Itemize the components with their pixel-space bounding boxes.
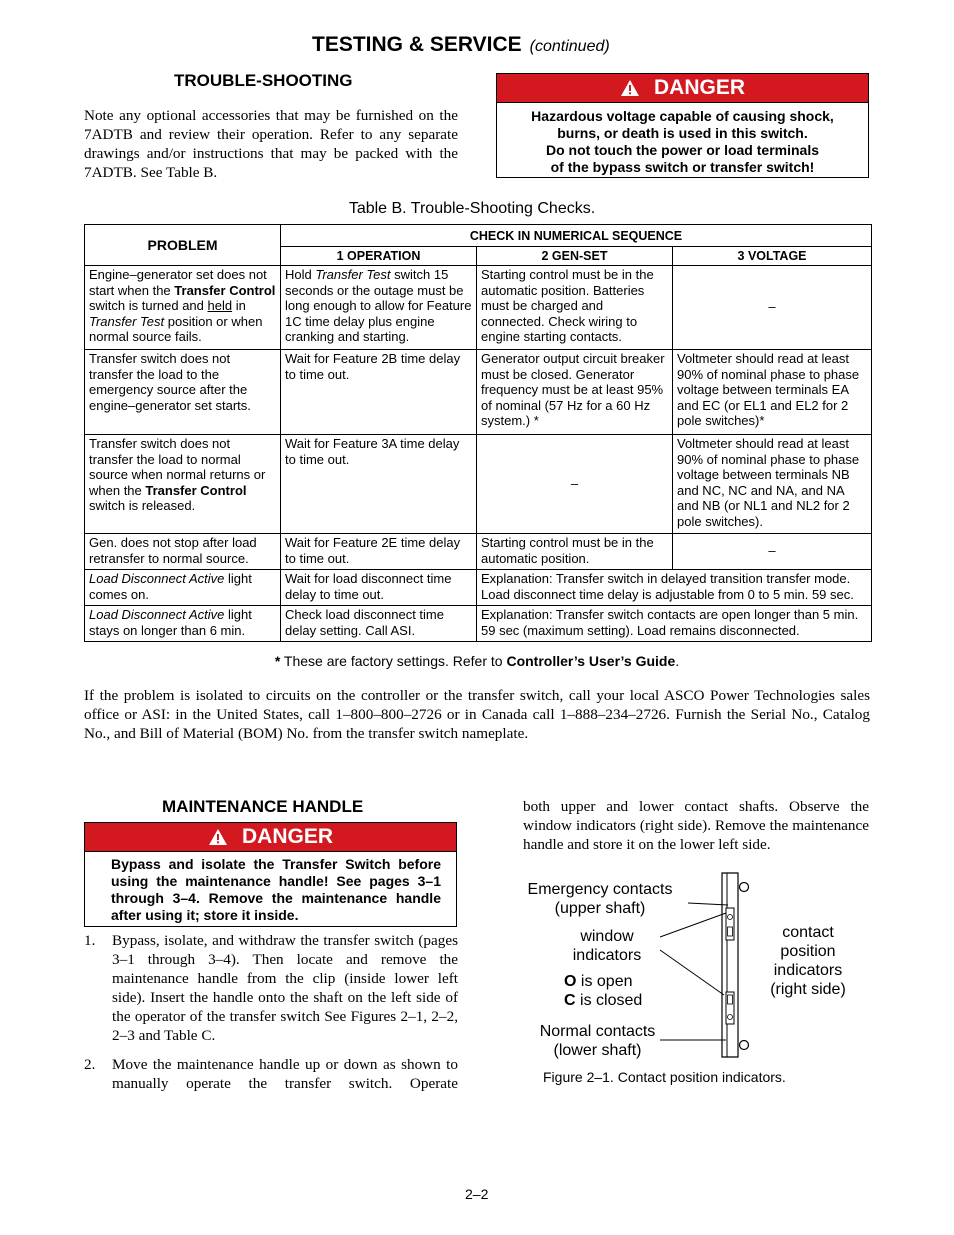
danger-text xyxy=(497,103,868,176)
header-voltage: 3 VOLTAGE xyxy=(673,247,872,266)
figure-caption: Figure 2–1. Contact position indicators. xyxy=(543,1069,786,1085)
cell-operation: Wait for Feature 2E time delay to time out. xyxy=(281,534,477,570)
cell-operation: Wait for load disconnect time delay to time out. xyxy=(281,570,477,606)
danger-line: Do not touch the power or load terminals xyxy=(545,142,819,158)
warning-icon xyxy=(620,79,640,97)
page-number: 2–2 xyxy=(465,1186,489,1202)
cell-voltage: – xyxy=(673,534,872,570)
header-check: CHECK IN NUMERICAL SEQUENCE xyxy=(281,225,872,247)
step-text: Bypass, isolate, and withdraw the transfer switch (pages 3–1 through 3–4). Then locate and remove the maintenance handle from the clip (inside lower left side). Insert the handle onto the shaft on the left side of the operator of the transfer switch See Figures 2–1, 2–2, 2–3 and Table C. xyxy=(112,932,458,1044)
danger-line: burns, or death is used in this switch. xyxy=(557,125,808,141)
cell-problem: Load Disconnect Active light comes on. xyxy=(85,570,281,606)
figure-contact-indicators xyxy=(500,865,880,1065)
cell-voltage: Voltmeter should read at least 90% of nominal phase to phase voltage between terminals EA and EC (or EL1 and EL2 for 2 pole switches)* xyxy=(673,350,872,435)
label-open-closed: O is open C is closed xyxy=(564,973,643,1009)
label-window-indicators: window indicators xyxy=(572,928,642,964)
step-2-continued: both upper and lower contact shafts. Observe the window indicators (right side). Remove the maintenance handle and store it on the lower left side. xyxy=(523,798,869,853)
step-2 xyxy=(84,1055,458,1093)
warning-icon xyxy=(208,828,228,846)
table-row xyxy=(85,534,872,570)
cell-genset: Starting control must be in the automatic position. xyxy=(477,534,673,570)
danger-header xyxy=(85,823,456,852)
cell-operation: Wait for Feature 2B time delay to time out. xyxy=(281,350,477,435)
step-1 xyxy=(84,931,458,1045)
cell-operation: Check load disconnect time delay setting. Call ASI. xyxy=(281,606,477,642)
step-text: Move the maintenance handle up or down as shown to manually operate the transfer switch. Operate xyxy=(112,1056,458,1092)
cell-problem: Transfer switch does not transfer the load to the emergency source after the engine–generator set starts. xyxy=(85,350,281,435)
cell-problem: Engine–generator set does not start when the Transfer Control switch is turned and held in Transfer Test position or when normal source fails. xyxy=(85,266,281,350)
cell-explanation: Explanation: Transfer switch contacts are open longer than 5 min. 59 sec (maximum setting). Load remains disconnected. xyxy=(477,606,872,642)
danger-line: of the bypass switch or transfer switch! xyxy=(550,159,815,175)
table-row xyxy=(85,266,872,350)
table-row xyxy=(85,570,872,606)
cell-genset: Starting control must be in the automatic position. Batteries must be charged and connected. Check wiring to engine starting contacts. xyxy=(477,266,673,350)
table-row xyxy=(85,435,872,534)
cell-genset: Generator output circuit breaker must be closed. Generator frequency must be at least 95% of nominal (57 Hz for a 60 Hz system.) * xyxy=(477,350,673,435)
table-footnote: * These are factory settings. Refer to Controller’s User’s Guide. xyxy=(274,653,680,669)
label-emergency-contacts: Emergency contacts (upper shaft) xyxy=(527,881,673,917)
danger-header xyxy=(497,74,868,103)
troubleshooting-intro: Note any optional accessories that may be furnished on the 7ADTB and review their operation. Refer to any separate drawings and/or instructions that may be packed with the 7ADTB. See Table B. xyxy=(84,107,458,181)
cell-operation: Wait for Feature 3A time delay to time out. xyxy=(281,435,477,534)
cell-problem: Gen. does not stop after load retransfer to normal source. xyxy=(85,534,281,570)
danger-box-maintenance xyxy=(84,822,457,927)
cell-genset: – xyxy=(477,435,673,534)
header-problem: PROBLEM xyxy=(85,225,281,266)
danger-label: DANGER xyxy=(653,76,745,99)
header-operation: 1 OPERATION xyxy=(281,247,477,266)
table-caption xyxy=(0,200,954,218)
cell-voltage: – xyxy=(673,266,872,350)
call-paragraph: If the problem is isolated to circuits on the controller or the transfer switch, call your local ASCO Power Technologies sales office or ASI: in the United States, call 1–800–800–2726 or in Canada call 1–888–234–2726. Furnish the Serial No., Catalog No., and Bill of Material (BOM) No. from the transfer switch nameplate. xyxy=(84,687,870,742)
table-caption-text: Table B. Trouble-Shooting Checks. xyxy=(348,200,596,217)
table-row xyxy=(85,606,872,642)
danger-text: Bypass and isolate the Transfer Switch before using the maintenance handle! See pages 3–1 through 3–4. Remove the maintenance handle after using it; store it inside. xyxy=(111,856,441,923)
maintenance-heading: MAINTENANCE HANDLE xyxy=(162,797,364,816)
table-row xyxy=(85,350,872,435)
title-continued: (continued) xyxy=(529,38,610,55)
cell-operation: Hold Transfer Test switch 15 seconds or the outage must be long enough to allow for Feature 1C time delay plus engine cranking and starting. xyxy=(281,266,477,350)
cell-explanation: Explanation: Transfer switch in delayed transition transfer mode. Load disconnect time delay is adjustable from 0 to 5 min. 59 sec. xyxy=(477,570,872,606)
title-text: TESTING & SERVICE xyxy=(312,33,522,56)
danger-line: Hazardous voltage capable of causing shock, xyxy=(531,108,834,124)
danger-label: DANGER xyxy=(241,825,333,848)
cell-problem: Load Disconnect Active light stays on longer than 6 min. xyxy=(85,606,281,642)
cell-problem: Transfer switch does not transfer the load to normal source when normal returns or when the Transfer Control switch is released. xyxy=(85,435,281,534)
troubleshooting-table xyxy=(84,224,872,642)
danger-box-top xyxy=(496,73,869,178)
label-normal-contacts: Normal contacts (lower shaft) xyxy=(539,1023,656,1059)
header-genset: 2 GEN-SET xyxy=(477,247,673,266)
step-number: 1. xyxy=(84,932,96,949)
step-number: 2. xyxy=(84,1056,96,1073)
cell-voltage: Voltmeter should read at least 90% of nominal phase to phase voltage between terminals NB and NC, NC and NA, and NA and NB (or NL1 and NL2 for 2 pole switches). xyxy=(673,435,872,534)
label-contact-position: contact position indicators (right side) xyxy=(770,924,846,998)
troubleshooting-heading: TROUBLE-SHOOTING xyxy=(174,71,353,90)
page-title xyxy=(312,33,610,57)
